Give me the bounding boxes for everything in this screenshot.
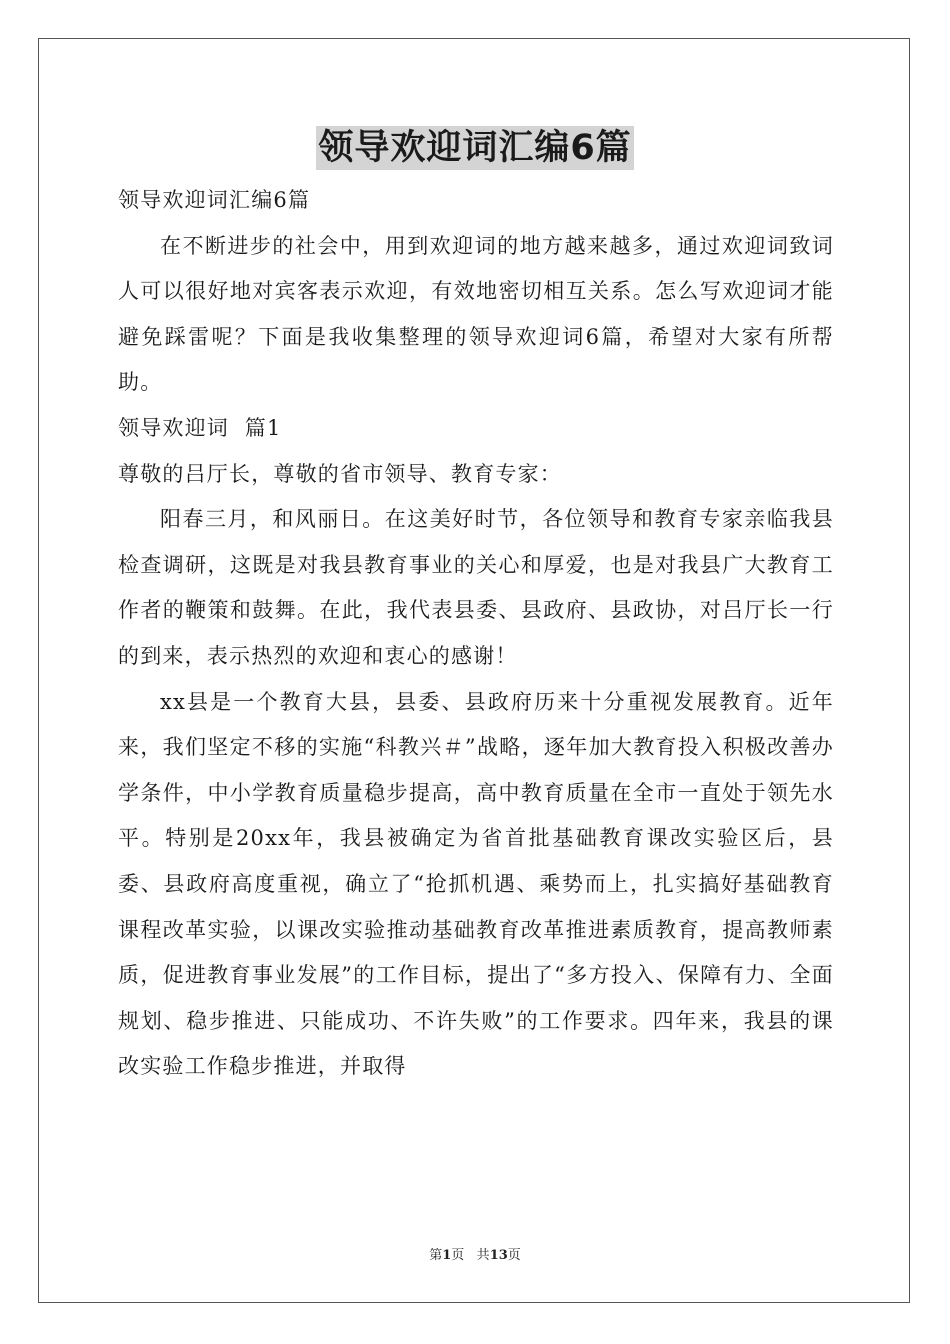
- paragraph-county: xx县是一个教育大县，县委、县政府历来十分重视发展教育。近年来，我们坚定不移的实施“科教兴＃”战略，逐年加大教育投入积极改善办学条件，中小学教育质量稳步提高，高中教育质量在全市一直处于领先水平。特别是20xx年，我县被确定为省首批基础教育课改实验区后，县委、县政府高度重视，确立了“抢抓机遇、乘势而上，扎实搞好基础教育课程改革实验，以课改实验推动基础教育改革推进素质教育，提高教师素质，促进教育事业发展”的工作目标，提出了“多方投入、保障有力、全面规划、稳步推进、只能成功、不许失败”的工作要求。四年来，我县的课改实验工作稳步推进，并取得: [118, 689, 834, 1079]
- paragraph-intro: 在不断进步的社会中，用到欢迎词的地方越来越多，通过欢迎词致词人可以很好地对宾客表示欢迎，有效地密切相互关系。怎么写欢迎词才能避免踩雷呢？下面是我收集整理的领导欢迎词6篇，希望对大家有所帮助。: [118, 233, 834, 395]
- salutation: 尊敬的吕厅长，尊敬的省市领导、教育专家：: [118, 461, 562, 486]
- page-footer: [0, 1244, 950, 1263]
- document-title: 领导欢迎词汇编6篇: [318, 128, 632, 168]
- total-suffix: 页: [507, 1248, 521, 1263]
- page-total: 13: [489, 1248, 508, 1263]
- section-heading: 领导欢迎词 篇1: [118, 415, 282, 440]
- title-container: [0, 126, 950, 170]
- page-prefix: 第: [429, 1248, 443, 1263]
- document-body: [118, 178, 834, 1090]
- document-subtitle: 领导欢迎词汇编6篇: [118, 188, 311, 212]
- paragraph-welcome: 阳春三月，和风丽日。在这美好时节，各位领导和教育专家亲临我县检查调研，这既是对我县教育事业的关心和厚爱，也是对我县广大教育工作者的鞭策和鼓舞。在此，我代表县委、县政府、县政协，对吕厅长一行的到来，表示热烈的欢迎和衷心的感谢！: [118, 507, 834, 668]
- total-prefix: 共: [476, 1248, 490, 1263]
- page-current: 1: [442, 1248, 452, 1263]
- page-suffix: 页: [451, 1248, 465, 1263]
